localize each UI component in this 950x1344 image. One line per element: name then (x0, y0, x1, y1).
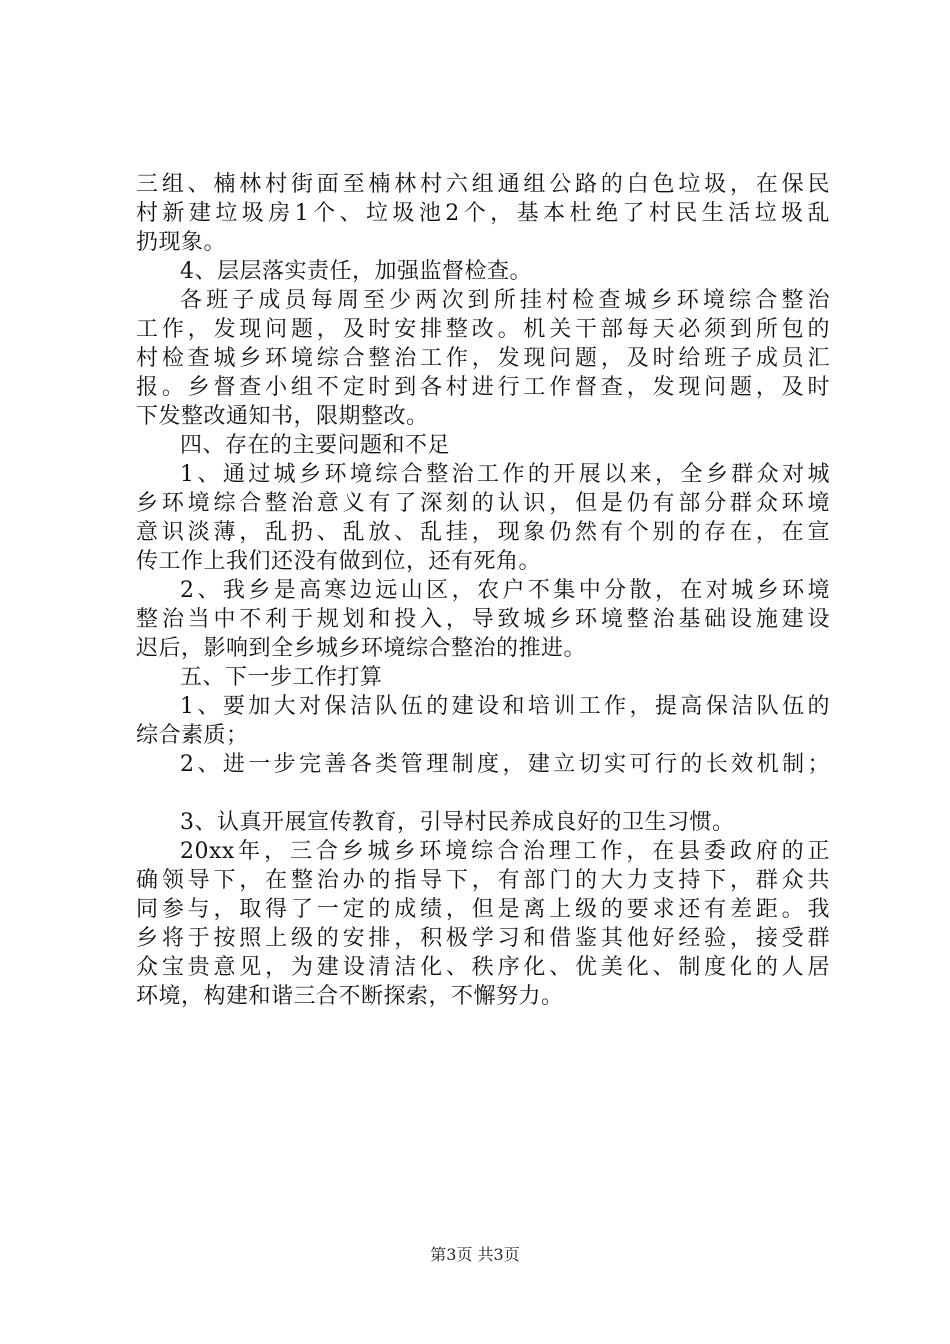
text-line: 三组、楠林村街面至楠林村六组通组公路的白色垃圾，在保民 (136, 172, 830, 197)
blank-line (136, 779, 830, 808)
text-line: 同参与，取得了一定的成绩，但是离上级的要求还有差距。我 (136, 897, 830, 922)
text-line: 众宝贵意见，为建设清洁化、秩序化、优美化、制度化的人居 (136, 955, 830, 980)
text-line: 意识淡薄，乱扔、乱放、乱挂，现象仍然有个别的存在，在宣 (136, 520, 830, 545)
text-line: 1、要加大对保洁队伍的建设和培训工作，提高保洁队伍的 (180, 694, 830, 719)
text-line: 报。乡督查小组不定时到各村进行工作督查，发现问题，及时 (136, 375, 830, 400)
text-line: 工作，发现问题，及时安排整改。机关干部每天必须到所包的 (136, 317, 830, 342)
text-line: 2、我乡是高寒边远山区，农户不集中分散，在对城乡环境 (180, 578, 830, 603)
text-line: 综合素质； (136, 723, 249, 748)
text-line: 1、通过城乡环境综合整治工作的开展以来，全乡群众对城 (180, 462, 830, 487)
text-line: 村新建垃圾房1个、垃圾池2个，基本杜绝了村民生活垃圾乱 (136, 201, 830, 226)
text-line: 整治当中不利于规划和投入，导致城乡环境整治基础设施建设 (136, 607, 830, 632)
text-line: 各班子成员每周至少两次到所挂村检查城乡环境综合整治 (180, 288, 830, 313)
text-line: 下发整改通知书，限期整改。 (136, 404, 429, 429)
text-line: 4、层层落实责任，加强监督检查。 (180, 259, 532, 284)
text-line: 20xx年，三合乡城乡环境综合治理工作，在县委政府的正 (180, 839, 830, 864)
text-line: 迟后，影响到全乡城乡环境综合整治的推进。 (136, 636, 587, 661)
text-line: 村检查城乡环境综合整治工作，发现问题，及时给班子成员汇 (136, 346, 830, 371)
text-line: 五、下一步工作打算 (180, 665, 383, 690)
document-body (136, 170, 830, 1011)
text-line: 确领导下，在整治办的指导下，有部门的大力支持下，群众共 (136, 868, 830, 893)
page-footer: 第3页 共3页 (430, 1245, 520, 1264)
text-line: 扔现象。 (136, 230, 227, 255)
text-line: 环境，构建和谐三合不断探索，不懈努力。 (136, 984, 564, 1009)
text-line: 传工作上我们还没有做到位，还有死角。 (136, 549, 542, 574)
text-line: 2、进一步完善各类管理制度，建立切实可行的长效机制； (180, 752, 830, 777)
text-line: 四、存在的主要问题和不足 (180, 433, 451, 458)
text-line: 乡环境综合整治意义有了深刻的认识，但是仍有部分群众环境 (136, 491, 830, 516)
text-line: 乡将于按照上级的安排，积极学习和借鉴其他好经验，接受群 (136, 926, 830, 951)
text-line: 3、认真开展宣传教育，引导村民养成良好的卫生习惯。 (180, 810, 735, 835)
